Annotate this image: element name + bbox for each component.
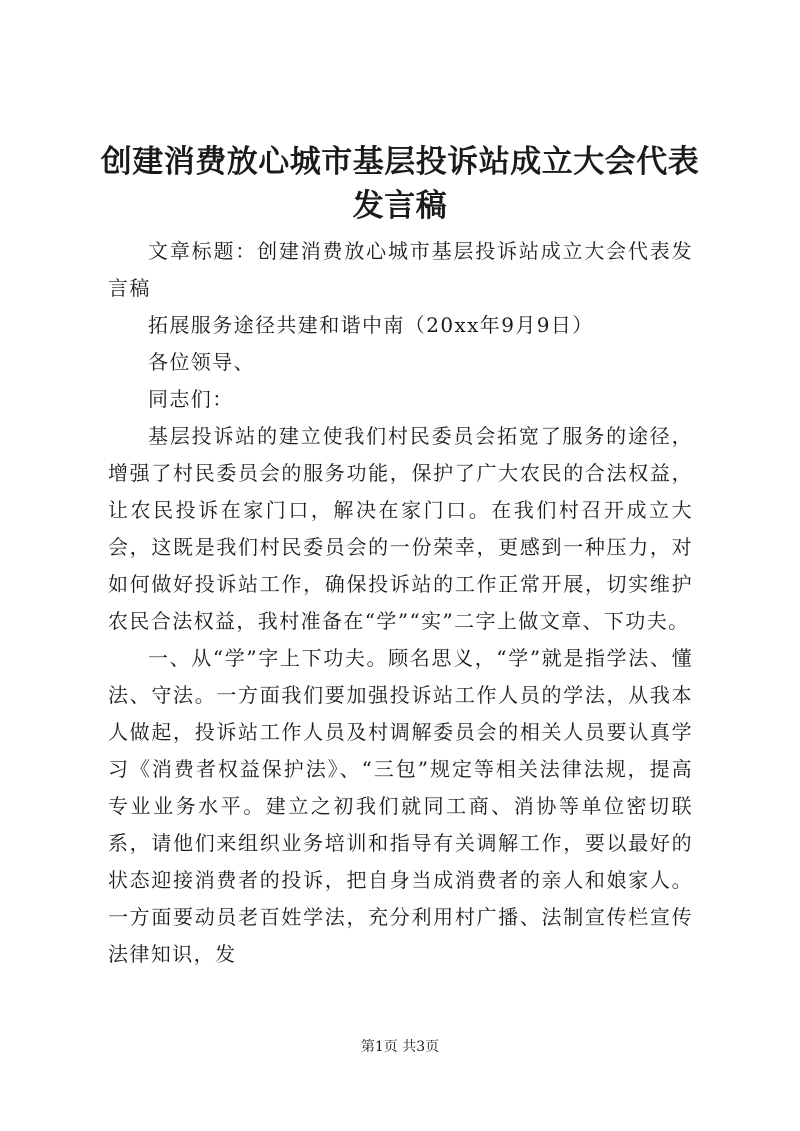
salutation-comrades: 同志们： [148, 387, 234, 411]
document-title: 创建消费放心城市基层投诉站成立大会代表发言稿 [100, 144, 700, 224]
salutation-leaders: 各位领导、 [148, 350, 255, 374]
article-title-line: 文章标题：创建消费放心城市基层投诉站成立大会代表发言稿 [108, 239, 693, 300]
body-paragraph: 基层投诉站的建立使我们村民委员会拓宽了服务的途径，增强了村民委员会的服务功能，保护了广大农民的合法权益，让农民投诉在家门口，解决在家门口。在我们村召开成立大会，这既是我们村民委员会的一份荣幸，更感到一种压力，对如何做好投诉站工作，确保投诉站的工作正常开展，切实维护农民合法权益，我村准备在“学”“实”二字上做文章、下功夫。 [108, 424, 693, 633]
subtitle-line: 拓展服务途径共建和谐中南（20xx年9月9日） [148, 313, 594, 337]
document-body [108, 233, 693, 973]
page-footer: 第1页 共3页 [360, 1039, 440, 1055]
body-paragraph: 一、从“学”字上下功夫。顾名思义，“学”就是指学法、懂法、守法。一方面我们要加强投诉站工作人员的学法，从我本人做起，投诉站工作人员及村调解委员会的相关人员要认真学习《消费者权益保护法》、“三包”规定等相关法律法规，提高专业业务水平。建立之初我们就同工商、消协等单位密切联系，请他们来组织业务培训和指导有关调解工作，要以最好的状态迎接消费者的投诉，把自身当成消费者的亲人和娘家人。一方面要动员老百姓学法，充分利用村广播、法制宣传栏宣传法律知识，发 [108, 646, 693, 966]
